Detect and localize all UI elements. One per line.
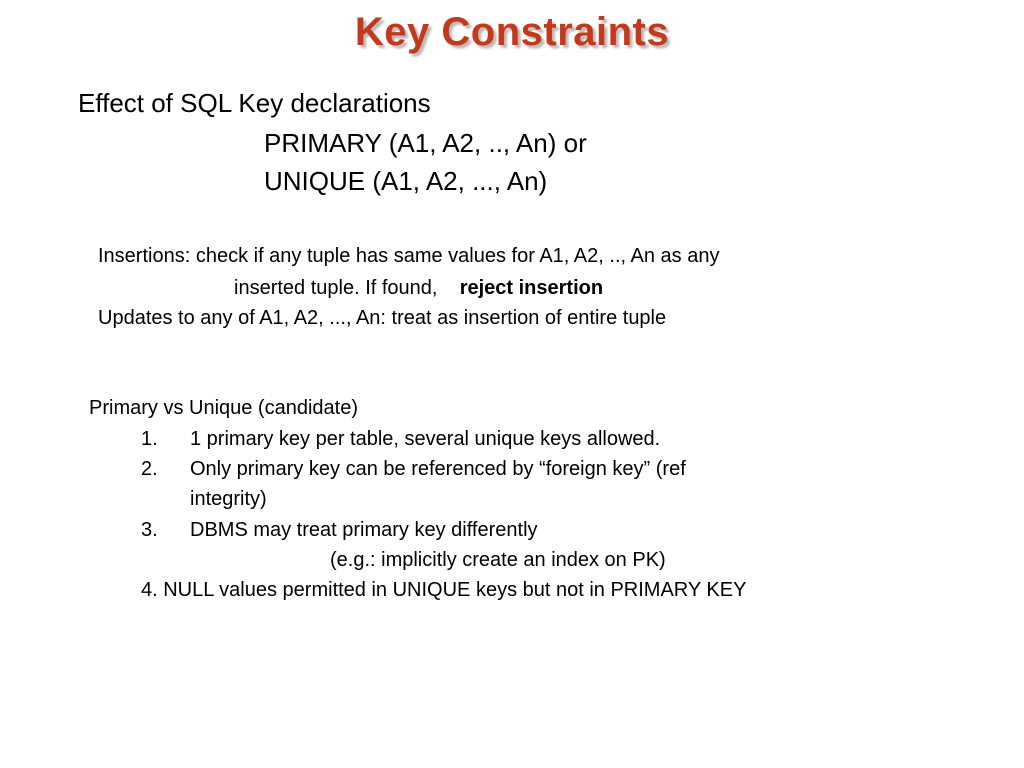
unique-declaration: UNIQUE (A1, A2, ..., An) <box>264 166 548 196</box>
updates-line: Updates to any of A1, A2, ..., An: treat as insertion of entire tuple <box>98 307 667 329</box>
primary-declaration: PRIMARY (A1, A2, .., An) or <box>264 128 587 158</box>
list-item-number: 3. <box>141 519 158 541</box>
list-item-number: 1. <box>141 428 158 450</box>
insertions-found-text: inserted tuple. If found, <box>234 277 438 299</box>
list-item-continuation: integrity) <box>190 488 267 510</box>
reject-insertion-text: reject insertion <box>459 277 604 299</box>
list-item: 1 primary key per table, several unique keys allowed. <box>190 428 661 450</box>
list-item: Only primary key can be referenced by “foreign key” (ref <box>190 458 686 480</box>
slide-title: Key Constraints <box>354 10 670 54</box>
insertions-line: Insertions: check if any tuple has same values for A1, A2, .., An as any <box>98 245 720 267</box>
comparison-heading: Primary vs Unique (candidate) <box>89 397 358 419</box>
effect-heading: Effect of SQL Key declarations <box>78 88 431 118</box>
insertions-continuation <box>234 277 603 300</box>
list-item-note: (e.g.: implicitly create an index on PK) <box>330 549 666 571</box>
list-item: DBMS may treat primary key differently <box>190 519 538 541</box>
list-item: 4. NULL values permitted in UNIQUE keys but not in PRIMARY KEY <box>141 579 747 601</box>
list-item-number: 2. <box>141 458 158 480</box>
